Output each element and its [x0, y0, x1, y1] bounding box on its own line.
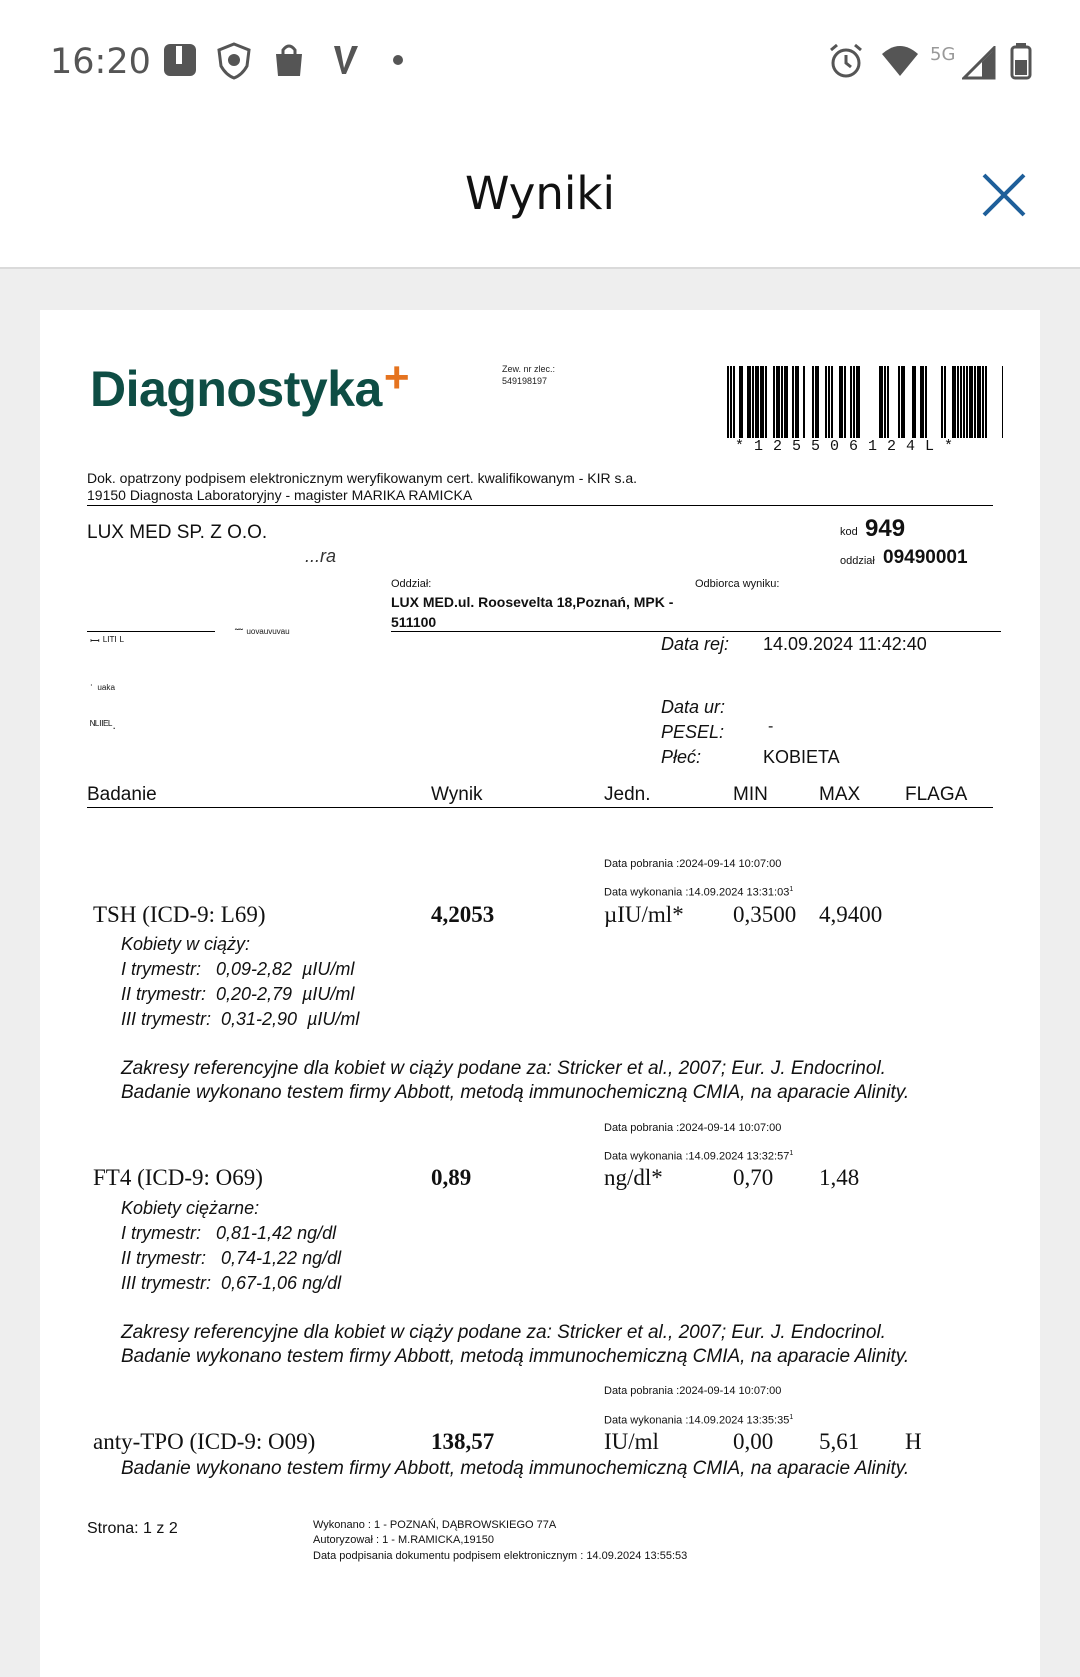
branch-line-1: LUX MED.ul. Roosevelta 18,Poznań, MPK - [391, 594, 674, 610]
barcode-bar [792, 366, 794, 438]
barcode-bar [960, 366, 962, 438]
test-flag: H [905, 1429, 922, 1454]
shopping-bag-icon [272, 42, 306, 78]
ext-order-number: 549198197 [502, 376, 548, 386]
column-header-flaga: FLAGA [905, 784, 968, 805]
test-unit: IU/ml [604, 1429, 659, 1454]
test-max: 4,9400 [819, 902, 883, 927]
test-note: Kobiety w ciąży: [121, 934, 251, 954]
signature-line-2: 19150 Diagnosta Laboratoryjny - magister MARIKA RAMICKA [87, 487, 473, 503]
test-max: 5,61 [819, 1429, 860, 1454]
barcode-bar [963, 366, 965, 438]
alarm-icon [828, 42, 864, 80]
page-title: Wyniki [465, 167, 615, 220]
barcode-bar [776, 366, 780, 438]
test-note: I trymestr: 0,81-1,42 ng/dl [121, 1223, 337, 1243]
barcode-bar [985, 366, 987, 438]
barcode-bar [831, 366, 833, 438]
column-header-min: MIN [733, 784, 768, 805]
barcode-bar [773, 366, 775, 438]
barcode-bar [944, 366, 946, 438]
column-header-jedn: Jedn. [604, 784, 651, 805]
app-v-icon [330, 42, 362, 78]
page-indicator: Strona: 1 z 2 [87, 1520, 178, 1537]
column-header-max: MAX [819, 784, 861, 805]
barcode-bar [760, 366, 764, 438]
signed-date: Data podpisania dokumentu podpisem elektronicznym : 14.09.2024 13:55:53 [313, 1550, 688, 1562]
barcode-bar [825, 366, 827, 438]
divider [87, 807, 993, 808]
more-notifications-dot-icon [392, 54, 404, 66]
test-footer: Zakresy referencyjne dla kobiet w ciąży podane za: Stricker et al., 2007; Eur. J. Endocrinol. [121, 1322, 886, 1343]
shield-icon [216, 42, 252, 80]
barcode-bar [755, 366, 759, 438]
barcode-bar [781, 366, 783, 438]
test-note: III trymestr: 0,67-1,06 ng/dl [121, 1273, 342, 1293]
status-bar [0, 0, 1080, 125]
test-min: 0,00 [733, 1429, 774, 1454]
lab-results-document [40, 310, 1040, 1677]
kod-label: kod [840, 526, 858, 538]
test-note: III trymestr: 0,31-2,90 µIU/ml [121, 1009, 360, 1029]
barcode-bar [941, 366, 943, 438]
barcode-bar [974, 366, 976, 438]
signature-line-1: Dok. opatrzony podpisem elektronicznym weryfikowanym cert. kwalifikowanym - KIR s.a. [87, 470, 638, 486]
barcode-bar [815, 366, 819, 438]
barcode-bar [925, 366, 927, 438]
diagnostyka-logo: Diagnostyka+ [90, 353, 410, 417]
test-unit: µIU/ml* [604, 902, 684, 927]
barcode-bar [733, 366, 735, 438]
test-name: TSH (ICD-9: L69) [93, 902, 266, 927]
branch-label: Oddział: [391, 578, 432, 590]
cellular-signal-icon [962, 46, 998, 80]
test-min: 0,70 [733, 1165, 774, 1190]
barcode [727, 366, 1003, 438]
sample-date: Data pobrania :2024-09-14 10:07:00 [604, 858, 782, 870]
barcode-bar [727, 366, 729, 438]
barcode-bar [765, 366, 767, 438]
barcode-bar [982, 366, 984, 438]
test-result: 138,57 [431, 1429, 495, 1454]
test-note: I trymestr: 0,09-2,82 µIU/ml [121, 959, 355, 979]
barcode-number: *125506124L* [735, 438, 964, 455]
barcode-bar [795, 366, 799, 438]
barcode-bar [884, 366, 886, 438]
redacted-patient-text: ˙ ᵘᵃᵏᵃ [90, 682, 115, 696]
barcode-bar [784, 366, 788, 438]
test-footer: Zakresy referencyjne dla kobiet w ciąży podane za: Stricker et al., 2007; Eur. J. Endocrinol. [121, 1058, 886, 1079]
performed-by: Wykonano : 1 - POZNAŃ, DĄBROWSKIEGO 77A [313, 1519, 557, 1531]
test-note: II trymestr: 0,20-2,79 µIU/ml [121, 984, 355, 1004]
app-bar [0, 125, 1080, 269]
barcode-bar [752, 366, 754, 438]
test-unit: ng/dl* [604, 1165, 663, 1190]
test-max: 1,48 [819, 1165, 860, 1190]
barcode-bar [850, 366, 852, 438]
barcode-bar [747, 366, 751, 438]
test-note: Kobiety ciężarne: [121, 1198, 260, 1218]
execution-date: Data wykonania :14.09.2024 $13:31:03^1$ [604, 886, 794, 899]
client-name: LUX MED SP. Z O.O. [87, 522, 268, 543]
test-name: FT4 (ICD-9: O69) [93, 1165, 263, 1190]
kod-value: 949 [865, 515, 906, 542]
pesel-label: PESEL: [661, 722, 725, 742]
network-type-label: 5G [930, 44, 956, 65]
execution-date: Data wykonania :14.09.2024 $13:35:35^1$ [604, 1414, 794, 1427]
data-rej-label: Data rej: [661, 634, 730, 654]
status-time: 16:20 [50, 42, 151, 82]
test-result: 0,89 [431, 1165, 472, 1190]
barcode-bar [739, 366, 743, 438]
oddzial-value: 09490001 [883, 547, 968, 568]
divider [87, 505, 993, 506]
barcode-bar [966, 366, 968, 438]
barcode-bar [856, 366, 860, 438]
barcode-bar [803, 366, 805, 438]
barcode-bar [839, 366, 843, 438]
divider [391, 631, 1001, 632]
barcode-bar [730, 366, 732, 438]
barcode-bar [912, 366, 916, 438]
execution-date: Data wykonania :14.09.2024 $13:32:57^1$ [604, 1150, 794, 1163]
test-footer: Badanie wykonano testem firmy Abbott, metodą immunochemiczną CMIA, na aparacie Alinity. [121, 1346, 910, 1367]
ext-order-label: Zew. nr zlec.: [502, 364, 556, 374]
barcode-bar [1002, 366, 1003, 438]
barcode-bar [952, 366, 956, 438]
column-header-badanie: Badanie [87, 784, 157, 805]
barcode-bar [901, 366, 905, 438]
barcode-bar [844, 366, 846, 438]
column-header-wynik: Wynik [431, 784, 483, 805]
barcode-bar [879, 366, 883, 438]
barcode-bar [977, 366, 981, 438]
battery-icon [1010, 42, 1032, 80]
test-footer: Badanie wykonano testem firmy Abbott, metodą immunochemiczną CMIA, na aparacie Alinity. [121, 1082, 910, 1103]
pesel-value: - [768, 718, 774, 735]
barcode-bar [853, 366, 855, 438]
data-ur-label: Data ur: [661, 697, 726, 717]
barcode-bar [898, 366, 900, 438]
test-min: 0,3500 [733, 902, 797, 927]
barcode-bar [887, 366, 889, 438]
wifi-icon [880, 42, 920, 78]
sample-date: Data pobrania :2024-09-14 10:07:00 [604, 1122, 782, 1134]
test-footer: Badanie wykonano testem firmy Abbott, metodą immunochemiczną CMIA, na aparacie Alinity. [121, 1458, 910, 1479]
redacted-patient-text: ꟷ ᴸᴵᵀᴵ ᴸ [90, 634, 125, 648]
test-result: 4,2053 [431, 902, 495, 927]
oddzial-label: oddział [840, 555, 875, 567]
sample-date: Data pobrania :2024-09-14 10:07:00 [604, 1385, 782, 1397]
branch-line-2: 511100 [391, 614, 437, 630]
close-icon[interactable] [978, 169, 1030, 221]
barcode-bar [828, 366, 830, 438]
test-name: anty-TPO (ICD-9: O09) [93, 1429, 316, 1454]
app-notification-icon [162, 42, 198, 78]
barcode-bar [812, 366, 814, 438]
authorized-by: Autoryzował : 1 - M.RAMICKA,19150 [313, 1534, 494, 1546]
redacted-patient-text: ᴺᴸᴵᴵᴱᴸ. [90, 718, 116, 732]
test-note: II trymestr: 0,74-1,22 ng/dl [121, 1248, 342, 1268]
recipient-label: Odbiorca wyniku: [695, 578, 780, 590]
redacted-patient-text: ˜˜ ᵘᵒᵛᵃᵘᵛᵘᵛᵃᵘ [235, 626, 290, 640]
plec-value: KOBIETA [763, 747, 840, 767]
barcode-bar [920, 366, 924, 438]
data-rej-value: 14.09.2024 11:42:40 [763, 634, 927, 654]
barcode-bar [969, 366, 973, 438]
plec-label: Płeć: [661, 747, 702, 767]
client-partial-text: ...ra [305, 546, 337, 566]
barcode-bar [957, 366, 959, 438]
